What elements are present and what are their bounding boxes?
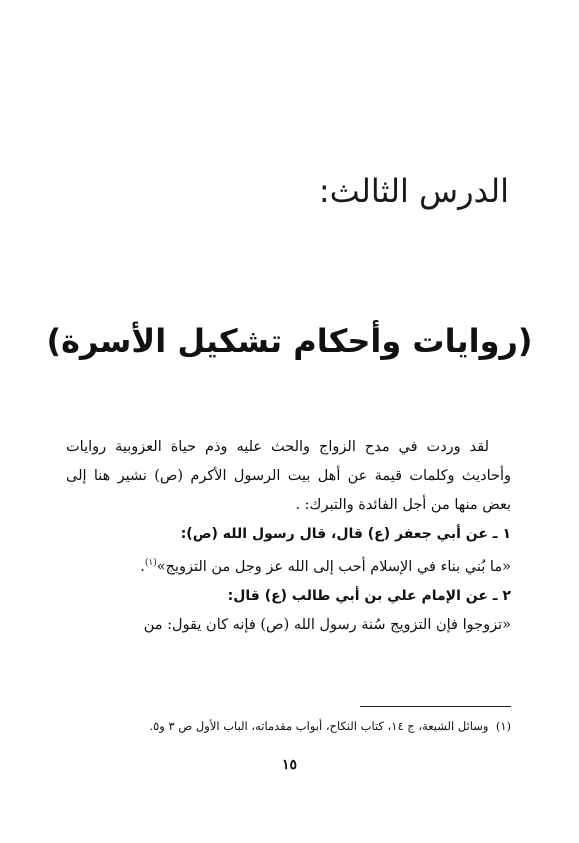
hadith-1-end: .	[140, 558, 145, 575]
footnote-marker: (١)	[495, 719, 511, 733]
footnote	[66, 716, 511, 736]
hadith-2-heading: ٢ ـ عن الإمام علي بن أبي طالب (ع) قال:	[227, 587, 511, 604]
lesson-heading: الدرس الثالث:	[318, 172, 509, 210]
page-number: ١٥	[281, 757, 298, 773]
lesson-title: (روايات وأحكام تشكيل الأسرة)	[46, 322, 533, 360]
hadith-1-heading: ١ ـ عن أبي جعفر (ع) قال، قال رسول الله (ص):	[180, 526, 511, 542]
lesson-body	[66, 433, 511, 640]
hadith-1-text	[66, 549, 511, 582]
hadith-2-text: «تزوجوا فإن التزويج سُنة رسول الله (ص) فإنه كان يقول: من	[143, 616, 511, 633]
hadith-1-quote: «ما بُني بناء في الإسلام أحب إلى الله عز وجل من التزويج»	[156, 558, 511, 575]
intro-paragraph: لقد وردت في مدح الزواج والحث عليه وذم حياة العزوبية روايات وأحاديث وكلمات قيمة عن أهل بيت الرسول الأكرم (ص) نشير هنا إلى بعض منها من أجل الفائدة والتبرك: .	[66, 439, 511, 513]
footnote-text: وسائل الشيعة، ج ١٤، كتاب النكاح، أبواب مقدماته، الباب الأول ص ٣ و٥.	[149, 719, 489, 733]
footnote-reference: (١)	[144, 558, 157, 568]
footnote-divider	[360, 706, 511, 707]
